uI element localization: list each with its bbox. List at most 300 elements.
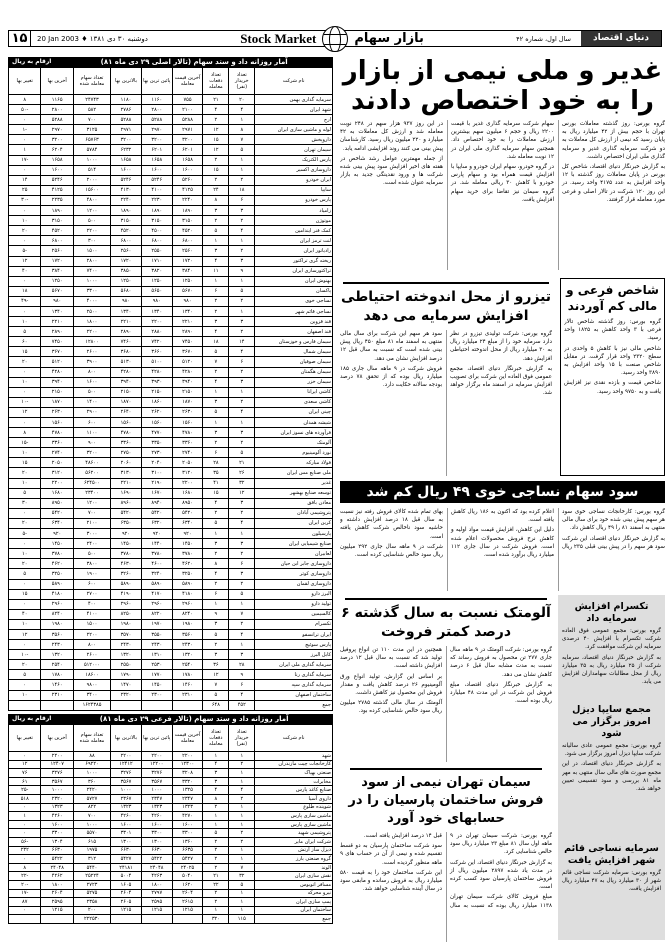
table-cell: ۲۵۰۰ [73, 306, 110, 316]
table-cell: ۵ [203, 629, 229, 639]
table-cell: ۲۵ [9, 185, 41, 195]
table-cell: ۶ [229, 680, 255, 690]
table-cell: ۵۱۲۰ [172, 357, 203, 367]
table-cell: ۷ [229, 135, 255, 145]
table-cell: ۸۹۴۰ [141, 498, 172, 508]
issue-number: سال اول، شماره ۴۲ [516, 34, 571, 43]
table-cell: ۱۳۰۰ [141, 837, 172, 846]
company-name: صنایع کاغذ پارس [255, 786, 333, 795]
table-cell: ۲ [229, 296, 255, 306]
table-cell: ۷ [203, 680, 229, 690]
table-cell: ۱۲ [9, 256, 41, 266]
table-cell [172, 915, 203, 924]
sidebar-headline: مجمع سایپا دیزل امروز برگزار می شود [572, 704, 651, 739]
table-cell: ۲ [203, 549, 229, 559]
column-header: آخرین بها [41, 68, 73, 95]
table-cell: ۰ [9, 165, 41, 175]
table-row [9, 629, 333, 639]
table-row [9, 855, 333, 864]
paragraph: به گزارش خبرنگار دنیای اقتصاد، شاخص کل بورس در پایان معاملات روز گذشته با ۱۲ واحد افزایش به عدد ۴۱۷۵ واحد رسید. در این روز ۱۲۰ شرکت در تالار اصلی و فرعی مورد معامله قرار گرفتند. [562, 164, 665, 203]
table-cell: ۳۵۶۷ [111, 777, 142, 786]
table-cell: ۳۲۷۶ [41, 769, 73, 778]
table-cell: ۴۲۷۰ [172, 812, 203, 821]
table-cell: ۱۹۸۰ [41, 619, 73, 629]
table-cell: ۰ [9, 367, 41, 377]
table-cell: ۲۸ [203, 458, 229, 468]
table-cell: ۷۰۰ [73, 115, 110, 125]
company-name: ریخته گری تراکتور [255, 256, 333, 266]
table-cell: ۰ [9, 387, 41, 397]
company-name: فولاد مبارکه [255, 458, 333, 468]
table-cell: ۵۲۶۰ [172, 175, 203, 185]
table-cell [111, 915, 142, 924]
table-cell: ۲۹۷۰ [141, 125, 172, 135]
table-cell: ۵۸۲ [73, 105, 110, 115]
table-row [9, 609, 333, 619]
table-row [9, 135, 333, 145]
table-cell: ۱۸۷۰ [111, 397, 142, 407]
table-cell: ۴ [229, 105, 255, 115]
table-cell: ۲۷۴۰ [172, 448, 203, 458]
table-cell: ۱۲۳۰۰ [172, 760, 203, 769]
table-cell: ۴ [229, 226, 255, 236]
table-cell: -۳۰ [9, 195, 41, 205]
table-cell: ۳۲۰۰ [172, 135, 203, 145]
table-cell: ۲۷۵۰ [111, 448, 142, 458]
table-cell: ۲ [229, 619, 255, 629]
globe-icon [322, 26, 348, 52]
table-cell: ۵۴۲۰ [111, 508, 142, 518]
table-cell: ۹۰۰ [73, 438, 110, 448]
table-row [9, 880, 333, 889]
table-cell: ۸۰۰ [73, 367, 110, 377]
table-cell: ۳۸۵۰ [111, 266, 142, 276]
table-cell: ۵۴۲۰ [41, 508, 73, 518]
table-cell: ۲۴۰۴۸ [141, 863, 172, 872]
table-cell: ۴۲۸۰ [172, 367, 203, 377]
paragraph: سود هر سهم این شرکت برای سال مالی منتهی به اسفند ماه ۸۱ مبلغ ۴۵۰ ریال پیش بینی شده است که نسبت به سال قبل ۱۲ درصد افزایش نشان می دهد. [340, 331, 442, 362]
table-cell: ۲۱۹۰ [141, 478, 172, 488]
tizro-story-body [340, 330, 552, 476]
table-cell: ۲۸۹۰ [111, 327, 142, 337]
table-cell: ۸ [9, 95, 41, 105]
table-cell: ۳ [203, 428, 229, 438]
table-cell: ۱۶۰۰ [141, 165, 172, 175]
company-name: سیمان هگمتان [255, 367, 333, 377]
table-cell: ۲۲۱۰ [111, 478, 142, 488]
table-cell: ۱ [203, 418, 229, 428]
table-cell: ۸ [203, 794, 229, 803]
table-cell: -۲۲ [9, 872, 41, 881]
table-cell: ۱۰ [9, 216, 41, 226]
company-name: گروه صنعتی بارز [255, 855, 333, 864]
table-cell: ۴۱۸۰ [172, 589, 203, 599]
box-headline: شاخص فرعی و مالی کم آوردند [566, 283, 659, 313]
table-cell: ۱۱۰۰ [73, 428, 110, 438]
table-cell: ۲۴ [203, 185, 229, 195]
table-cell: ۳۲۰۰ [73, 448, 110, 458]
company-name: نورد آلومینیوم [255, 448, 333, 458]
table-cell: ۴۷۷۰ [141, 428, 172, 438]
table-cell: ۱۷۹۰ [111, 670, 142, 680]
table-cell: ۳ [203, 769, 229, 778]
table-cell: ۱۰ [9, 478, 41, 488]
table-row [9, 438, 333, 448]
company-name: شهد ایران [255, 105, 333, 115]
company-name: سایپا [255, 185, 333, 195]
table-cell: ۲۲۳۰ [141, 195, 172, 205]
table-cell: ۱۶۰۰ [111, 165, 142, 175]
company-name: توسعه صنایع بهشهر [255, 488, 333, 498]
table-cell: ۳ [203, 777, 229, 786]
table-cell: ۱ [229, 855, 255, 864]
table-cell: ۲۳۵۸ [73, 898, 110, 907]
table-cell: ۴۰۰ [73, 599, 110, 609]
table-cell: ۵۵۷۰ [73, 829, 110, 838]
table-row [9, 407, 333, 417]
table-cell: ۳ [203, 619, 229, 629]
company-name: داروسازی اکسیر [255, 165, 333, 175]
table-cell: ۴ [203, 786, 229, 795]
table-cell: ۳۵۶۷ [141, 777, 172, 786]
table-cell: ۱ [229, 599, 255, 609]
table-cell: ۱ [229, 387, 255, 397]
table-cell: ۵ [203, 829, 229, 838]
table-cell: ۱۰۰۰ [41, 786, 73, 795]
table-cell: ۲۶۰۴ [111, 889, 142, 898]
table-cell: ۲ [229, 829, 255, 838]
table-cell: ۴۷۸۰ [41, 428, 73, 438]
table-cell: ۱ [229, 306, 255, 316]
paragraph: شرکت در ۹ ماهه سال جاری ۲۹۲ میلیون ریال سود خالص شناسایی کرده است. [340, 543, 443, 559]
table-cell: ۶۳۲۰ [141, 518, 172, 528]
table-cell: ۱۵۶۰ [141, 418, 172, 428]
table-cell: ۲۵۶۰ [172, 246, 203, 256]
table-cell: ۴۱۰۰ [141, 185, 172, 195]
khoy-story-body [340, 508, 665, 591]
table-cell: ۱۲۱۵ [141, 906, 172, 915]
table-cell: ۳۳۶۰ [111, 438, 142, 448]
table-cell: ۲۴۱۸۱ [111, 863, 142, 872]
company-name: موتوژن [255, 216, 333, 226]
column-header: پائین ترین بها [141, 725, 172, 752]
table-cell: ۵ [203, 347, 229, 357]
table-row [9, 640, 333, 650]
table-cell: ۷۰۰ [73, 812, 110, 821]
table-row [9, 347, 333, 357]
company-name: ایران خودرو [255, 175, 333, 185]
table-row [9, 256, 333, 266]
table-cell: ۱ [229, 155, 255, 165]
table-cell: ۱۲ [203, 145, 229, 155]
table-cell: ۲۰۴۰ [141, 458, 172, 468]
table-row [9, 777, 333, 786]
table-cell: ۱۶۰۰ [111, 820, 142, 829]
table-cell: -۱۷ [9, 155, 41, 165]
khoy-story [340, 481, 665, 591]
table-cell: ۳۹۰۰ [73, 357, 110, 367]
table-cell: ۳۲۶۰ [111, 569, 142, 579]
table-cell: ۴ [203, 377, 229, 387]
tizro-headline: تیزرو از محل اندوخته احتیاطی افزایش سرمایه می دهد [340, 289, 552, 324]
table-cell: ۵۸۹۰ [172, 579, 203, 589]
table-cell: ۱۲۲۰۰ [141, 760, 172, 769]
paragraph: گروه بورس: روز گذشته معاملات بورس تهران با حجم بیش از ۴۲ میلیارد ریال به پایان رسید که نیمی از ارزش کل معاملات به دو شرکت سرمایه گذاری غدیر و سرمایه گذاری ملی ایران اختصاص داشت. [562, 121, 665, 160]
table-cell: ۲ [203, 296, 229, 306]
table-cell: ۳۲ [229, 872, 255, 881]
table-cell: ۲۴۰۲۵ [172, 863, 203, 872]
alumtek-headline: آلومتک نسبت به سال گذشته ۶ درصد کمتر فروخت [341, 605, 551, 640]
table-row [9, 518, 333, 528]
newspaper-logo: دنیای اقتصاد [581, 31, 661, 46]
table-cell: ۴۸۶۰۰ [73, 458, 110, 468]
table-cell: ۵۰۰ [73, 549, 110, 559]
table-cell: ۱۵ [9, 347, 41, 357]
table-cell: ۲۱ [203, 95, 229, 105]
table-cell: ۲۵۴۰ [41, 660, 73, 670]
main-story [340, 56, 665, 270]
main-story-body [340, 120, 665, 270]
table-cell: ۰ [9, 418, 41, 428]
table-cell: ۲ [203, 846, 229, 855]
table-cell: ۱۱۶۵ [41, 95, 73, 105]
table-cell: ۵۲۸۸ [111, 115, 142, 125]
table-cell: ۶۲۰۱ [141, 145, 172, 155]
table-cell: ۱۴۶۰ [41, 680, 73, 690]
table-cell: ۴۲۶۳ [141, 872, 172, 881]
table-cell: ۲۴۳۰ [141, 640, 172, 650]
box-story-body [564, 318, 661, 472]
table-cell: ۵ [9, 569, 41, 579]
table-cell: ۳۵۵۰ [141, 629, 172, 639]
table-cell: ۴۶۳۰ [111, 559, 142, 569]
table-cell: ۳۲۵۰ [172, 569, 203, 579]
column-header: تعداد دفعات معامله [203, 725, 229, 752]
table-cell: ۶۹۲۲۰ [73, 760, 110, 769]
main-hall-trading-table [8, 57, 333, 711]
table-cell: ۵ [9, 327, 41, 337]
table-cell: ۴ [203, 256, 229, 266]
table-cell: ۳۳۶۰ [41, 438, 73, 448]
table-cell: ۱۸۶۰ [141, 397, 172, 407]
table-row [9, 569, 333, 579]
table-cell: ۴۱۰۰ [73, 609, 110, 619]
table-cell: ۰ [9, 906, 41, 915]
table-cell: ۱۲۱۵ [172, 906, 203, 915]
table-cell: ۳۱۰۰ [141, 468, 172, 478]
table-cell: ۵ [203, 226, 229, 236]
table-cell: ۱۳۲۳ [41, 803, 73, 812]
table-cell: ۱۶۰۰ [41, 165, 73, 175]
company-name: سیمان تهران [255, 145, 333, 155]
table-cell: ۳۱۵۰ [141, 216, 172, 226]
column-header: آخرین قیمت معامله [172, 725, 203, 752]
table-cell: ۶۱ [9, 777, 41, 786]
table-cell: ۴ [229, 347, 255, 357]
table-cell: ۸۲۲۰ [141, 609, 172, 619]
table-cell: ۶۲۳۲ [111, 145, 142, 155]
table-cell: ۲۳۱۰ [172, 690, 203, 700]
table-cell: ۲ [203, 855, 229, 864]
company-name: لعابیران [255, 549, 333, 559]
table-cell: ۱۸۹۰ [172, 206, 203, 216]
table-cell: ۲۲۱۰ [172, 317, 203, 327]
paragraph: مبلغ فروش کالای شرکت سیمان تهران ۱۱۳۸ میلیارد ریال بوده که نسبت به سال قبل ۱۴ درصد افزایش یافته است. [363, 833, 552, 909]
table-row [9, 539, 333, 549]
table-cell: ۳ [203, 317, 229, 327]
table-row [9, 145, 333, 155]
table-row [9, 367, 333, 377]
table-cell: ۵۶۷۰ [41, 286, 73, 296]
table-cell: ۱۵ [9, 458, 41, 468]
table-cell: ۲۷۰۰ [73, 589, 110, 599]
table-cell: ۱۰۰۰ [73, 769, 110, 778]
table-cell: ۲۲۳۵ [41, 195, 73, 205]
company-name: کاشی سعدی [255, 397, 333, 407]
table-cell: ۲۷۹۷ [141, 889, 172, 898]
table-cell: ۱ [229, 777, 255, 786]
table-cell: ۹۲۰ [111, 529, 142, 539]
table-cell: ۲۸۹۰ [172, 327, 203, 337]
table-cell: ۱ [229, 820, 255, 829]
table-cell: ۸ [203, 195, 229, 205]
table-row [9, 175, 333, 185]
table-cell: ۲۲۰۰ [73, 327, 110, 337]
paragraph: سود شرکت ساختمان پارسیان به دو قسط تقسیم شده و نیمی از آن در حساب های ۹ ماهه منظور گردیده است. [340, 843, 442, 866]
table-cell: ۲۲۰۰ [111, 752, 142, 761]
table-cell: ۲۵۴۰ [172, 660, 203, 670]
table-cell: ۲۱۵۰ [111, 387, 142, 397]
table-cell: ۱۵۰۰ [73, 619, 110, 629]
sub-hall-trading-table [8, 714, 333, 924]
table-cell: ۲۳۰۰ [141, 690, 172, 700]
table-cell: ۵۰۴۰ [172, 872, 203, 881]
table-cell: ۹۸۰۰ [73, 680, 110, 690]
table-cell: ۴۲۸۰ [111, 367, 142, 377]
table-cell: ۳۵۶۷ [41, 777, 73, 786]
table-cell: ۵۶۵۰ [141, 286, 172, 296]
table-cell: ۲۰ [9, 226, 41, 236]
table-cell: ۱۴۴۰ [141, 539, 172, 549]
table-cell: ۴ [203, 569, 229, 579]
table-cell: ۲۵۵۰ [111, 660, 142, 670]
table-row [9, 418, 333, 428]
table-row [9, 458, 333, 468]
table-cell: ۹۸۰ [172, 296, 203, 306]
company-name: سرمایه گذاری بهمن [255, 95, 333, 105]
table-cell: ۹۲۰ [41, 529, 73, 539]
table-cell: ۵۱۸ [9, 794, 41, 803]
company-name: پارسیلون [255, 529, 333, 539]
table-cell: ۳۷۸۰ [141, 549, 172, 559]
table-cell: ۰ [9, 135, 41, 145]
table-cell [111, 700, 142, 710]
table-cell: ۲ [229, 438, 255, 448]
table-cell: ۷ [229, 863, 255, 872]
table-cell: ۶۰۰ [73, 418, 110, 428]
table-cell: -۵ [9, 246, 41, 256]
table-cell: ۱۲۱۵ [41, 906, 73, 915]
table-cell: ۱۳۴۰ [41, 306, 73, 316]
table-cell: ۲۰ [9, 559, 41, 569]
table-cell: ۲۲۴۰ [172, 195, 203, 205]
table-cell: ۱ [203, 529, 229, 539]
table-cell: ۵۴۲۰ [141, 508, 172, 518]
table-cell: ۱۲۵۰ [172, 276, 203, 286]
table-cell: ۳۳۶۰ [172, 438, 203, 448]
table-cell: ۴۰۰۰ [73, 296, 110, 306]
table-cell: ۱۶۵۸ [41, 155, 73, 165]
table-cell: ۸ [9, 863, 41, 872]
table-cell: ۲ [203, 803, 229, 812]
table-cell: ۳۲۰۰ [141, 135, 172, 145]
alumtek-story-body [340, 646, 552, 762]
company-name: داروسازی جابر ابن حیان [255, 559, 333, 569]
table-cell: ۴۱۸۰ [41, 589, 73, 599]
table-cell: ۱۶۵۸ [111, 155, 142, 165]
table-row [9, 650, 333, 660]
table-row [9, 216, 333, 226]
column-header: تعداد خریدار (نفر) [229, 68, 255, 95]
table-cell: ۱۷۲۰ [111, 256, 142, 266]
table-row [9, 769, 333, 778]
table-cell: ۱۵ [203, 488, 229, 498]
table-cell: ۲ [203, 508, 229, 518]
table-cell: ۵۸۹۰ [111, 579, 142, 589]
table-cell: ۱۷۷۰ [141, 670, 172, 680]
table-cell: ۳۷۸۰ [41, 549, 73, 559]
table-cell: ۲۸۸۰ [141, 327, 172, 337]
index-news-box [560, 278, 665, 476]
table-cell: ۱۸ [229, 185, 255, 195]
table-cell: ۲۵۹۵ [141, 898, 172, 907]
table-cell: ۱۴۷۰ [111, 680, 142, 690]
table-cell: ۱۵ [9, 589, 41, 599]
table-cell: ۷۶ [9, 769, 41, 778]
table-cell: ۴۷۸۰ [172, 428, 203, 438]
table-cell: ۲۳۱۰ [41, 690, 73, 700]
table-cell: ۱۴۵۰ [172, 539, 203, 549]
paragraph: در این روز ۹۳۷ هزار سهم در ۲۴۸ نوبت معامله شد و ارزش کل معاملات به ۴۲ میلیارد و ۲۲۰ میلیون ریال رسید. کارشناسان پیش بینی می کنند روند افزایشی ادامه یابد. [340, 121, 444, 152]
table-row [9, 589, 333, 599]
table-cell: ۲۰ [9, 468, 41, 478]
issue-date: 20 Jan 2003 ♦ ۱۳۸۱ دوشنبه ۳۰ دی [37, 34, 148, 43]
table-row [9, 185, 333, 195]
table-cell: ۹ [203, 609, 229, 619]
table-cell: ۳۰۰۰ [73, 529, 110, 539]
table-cell: ۲ [203, 175, 229, 185]
table-cell: ۱۵۶۰ [111, 418, 142, 428]
table-cell: ۲ [229, 549, 255, 559]
table-cell: ۱۲۰۰ [73, 206, 110, 216]
table-cell: ۰ [9, 206, 41, 216]
table-cell: ۱۳۲۳ [172, 803, 203, 812]
table-cell: ۱۶۲۰ [172, 880, 203, 889]
table-row [9, 549, 333, 559]
company-name: ساختمان اصفهان [255, 690, 333, 700]
table-cell: ۳۳۲۰ [172, 777, 203, 786]
table-cell: ۱۳۱۰ [141, 650, 172, 660]
table-cell: ۰ [9, 115, 41, 125]
table-cell: ۲۱۰۰ [73, 518, 110, 528]
table-cell: ۹۲۰ [172, 529, 203, 539]
table-cell: ۱۳۲۰ [41, 650, 73, 660]
company-name: البرز دارو [255, 589, 333, 599]
table-cell: ۵۴۲۷ [172, 855, 203, 864]
table-cell: ۳۶۰ [73, 777, 110, 786]
table-cell: ۳۸۰۰ [73, 559, 110, 569]
table-cell: ۰ [9, 680, 41, 690]
